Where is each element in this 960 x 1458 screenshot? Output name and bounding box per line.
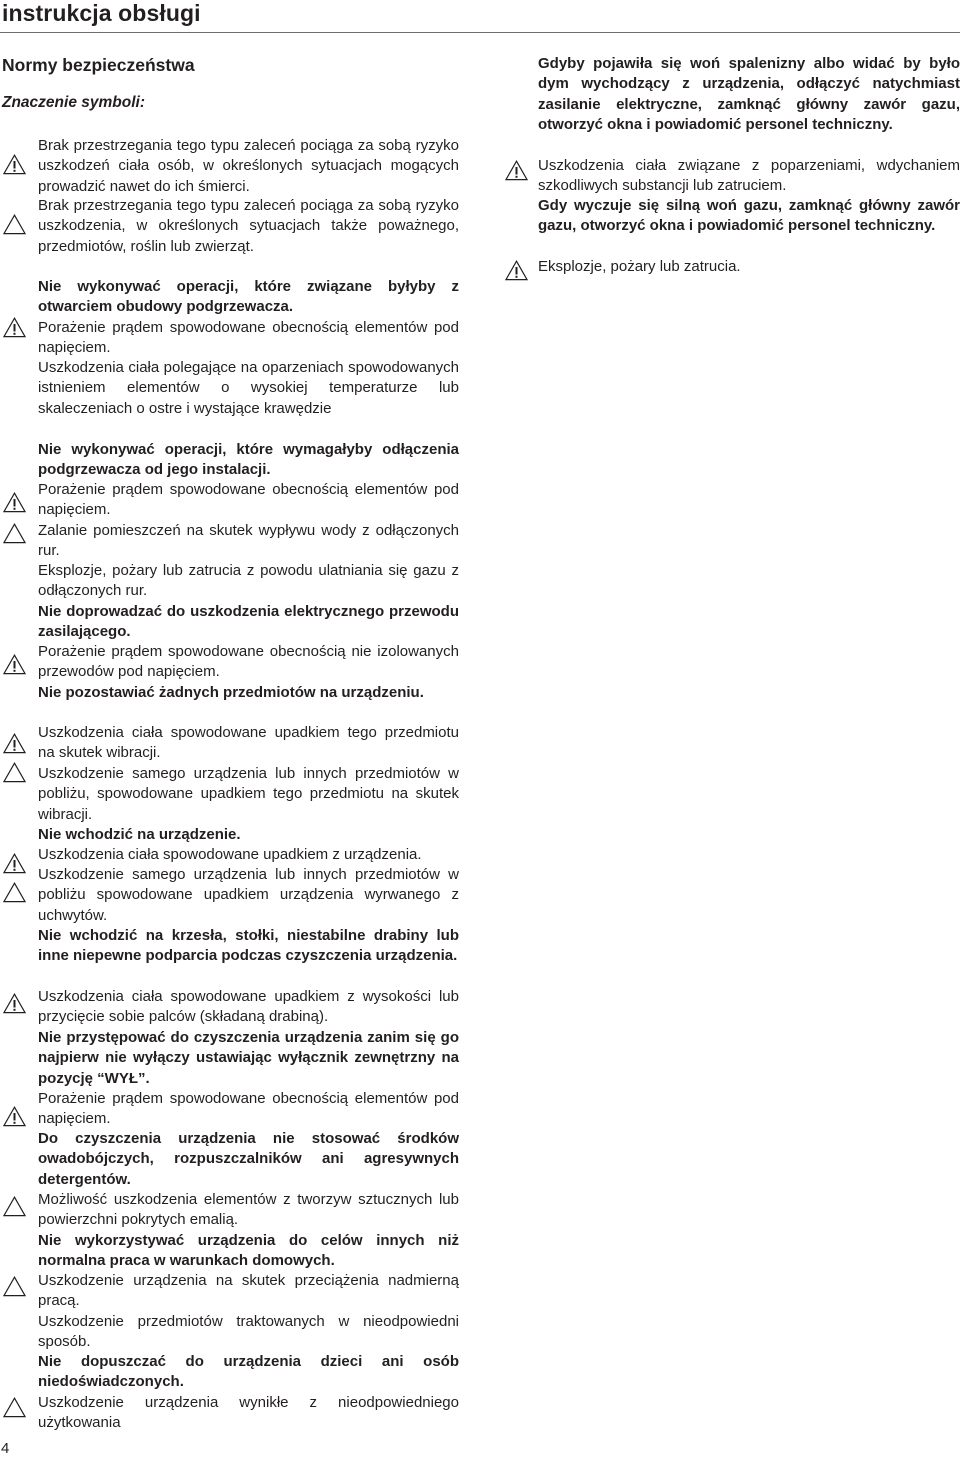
page-number: 4 — [1, 1440, 10, 1457]
hazard-text: Porażenie prądem spowodowane obecnością elementów pod napięciem. — [38, 1090, 459, 1128]
hazard-text: Porażenie prądem spowodowane obecnością elementów pod napięciem. — [38, 481, 459, 519]
instruction-text: Gdyby pojawiła się woń spalenizny albo widać by było dym wychodzący z urządzenia, odłączyć natychmiast zasilanie elektryczne, zamknąć główny zawór gazu, otworzyć okna i powiadomić personel techniczny. — [538, 55, 960, 133]
hazard-text: Zalanie pomieszczeń na skutek wypływu wody z odłączonych rur. — [38, 522, 459, 560]
hazard-text: Brak przestrzegania tego typu zaleceń pociąga za sobą ryzyko uszkodzenia, w określonych sytuacjach także poważnego, przedmiotów, roślin lub zwierząt. — [38, 197, 459, 255]
instruction-text: Nie doprowadzać do uszkodzenia elektrycznego przewodu zasilającego. — [38, 603, 459, 641]
hazard-text: Uszkodzenie urządzenia wynikłe z nieodpowiedniego użytkowania — [38, 1394, 459, 1432]
hazard-text: Możliwość uszkodzenia elementów z tworzyw sztucznych lub powierzchni pokrytych emalią. — [38, 1191, 459, 1229]
danger-person-icon — [3, 733, 26, 754]
instruction-text: Nie wchodzić na urządzenie. — [38, 826, 241, 843]
danger-person-icon — [3, 654, 26, 675]
hazard-text: Uszkodzenie samego urządzenia lub innych przedmiotów w pobliżu, spowodowane upadkiem tego przedmiotu na skutek wibracji. — [38, 765, 459, 823]
instruction-text: Nie przystępować do czyszczenia urządzenia zanim się go najpierw nie wyłączy ustawiając wyłącznik zewnętrzny na pozycję “WYŁ”. — [38, 1029, 459, 1087]
document-header-title: instrukcja obsługi — [2, 0, 201, 26]
warning-property-icon — [3, 214, 26, 235]
instruction-text: Nie pozostawiać żadnych przedmiotów na urządzeniu. — [38, 684, 424, 701]
warning-property-icon — [3, 523, 26, 544]
hazard-text: Brak przestrzegania tego typu zaleceń pociąga za sobą ryzyko uszkodzeń ciała osób, w określonych sytuacjach mogących prowadzić nawet do ich śmierci. — [38, 137, 459, 195]
header-rule — [0, 32, 960, 33]
danger-person-icon — [3, 853, 26, 874]
hazard-text: Uszkodzenia ciała związane z poparzeniami, wdychaniem szkodliwych substancji lub zatruciem. — [538, 157, 960, 195]
instruction-text: Nie wykonywać operacji, które wymagałyby odłączenia podgrzewacza od jego instalacji. — [38, 441, 459, 479]
subsection-title: Znaczenie symboli: — [2, 94, 145, 111]
hazard-text: Uszkodzenie samego urządzenia lub innych przedmiotów w pobliżu spowodowane upadkiem urządzenia wyrwanego z uchwytów. — [38, 866, 459, 924]
instruction-text: Nie wykorzystywać urządzenia do celów innych niż normalna praca w warunkach domowych. — [38, 1232, 459, 1270]
instruction-text: Nie wykonywać operacji, które związane byłyby z otwarciem obudowy podgrzewacza. — [38, 278, 459, 316]
hazard-text: Eksplozje, pożary lub zatrucia z powodu ulatniania się gazu z odłączonych rur. — [38, 562, 459, 600]
danger-person-icon — [505, 260, 528, 281]
hazard-text: Porażenie prądem spowodowane obecnością nie izolowanych przewodów pod napięciem. — [38, 643, 459, 681]
danger-person-icon — [3, 1106, 26, 1127]
instruction-text: Nie wchodzić na krzesła, stołki, niestabilne drabiny lub inne niepewne podparcia podczas czyszczenia urządzenia. — [38, 927, 459, 965]
warning-property-icon — [3, 1397, 26, 1418]
hazard-text: Uszkodzenia ciała spowodowane upadkiem z wysokości lub przycięcie sobie palców (składaną drabiną). — [38, 988, 459, 1026]
warning-property-icon — [3, 1276, 26, 1297]
instruction-text: Nie dopuszczać do urządzenia dzieci ani osób niedoświadczonych. — [38, 1353, 459, 1391]
danger-person-icon — [505, 160, 528, 181]
danger-person-icon — [3, 317, 26, 338]
section-title: Normy bezpieczeństwa — [2, 55, 195, 75]
hazard-text: Eksplozje, pożary lub zatrucia. — [538, 258, 741, 275]
hazard-text: Uszkodzenie przedmiotów traktowanych w nieodpowiedni sposób. — [38, 1313, 459, 1351]
hazard-text: Uszkodzenie urządzenia na skutek przeciążenia nadmierną pracą. — [38, 1272, 459, 1310]
hazard-text: Uszkodzenia ciała spowodowane upadkiem z urządzenia. — [38, 846, 422, 863]
hazard-text: Porażenie prądem spowodowane obecnością elementów pod napięciem. — [38, 319, 459, 357]
instruction-text: Gdy wyczuje się silną woń gazu, zamknąć główny zawór gazu, otworzyć okna i powiadomić personel techniczny. — [538, 197, 960, 235]
danger-person-icon — [3, 993, 26, 1014]
danger-person-icon — [3, 154, 26, 175]
danger-person-icon — [3, 492, 26, 513]
hazard-text: Uszkodzenia ciała polegające na oparzeniach spowodowanych istnieniem elementów o wysokiej temperaturze lub skaleczeniach o ostre i wystające krawędzie — [38, 359, 459, 417]
warning-property-icon — [3, 882, 26, 903]
instruction-text: Do czyszczenia urządzenia nie stosować środków owadobójczych, rozpuszczalników ani agresywnych detergentów. — [38, 1130, 459, 1188]
hazard-text: Uszkodzenia ciała spowodowane upadkiem tego przedmiotu na skutek wibracji. — [38, 724, 459, 762]
warning-property-icon — [3, 762, 26, 783]
warning-property-icon — [3, 1196, 26, 1217]
